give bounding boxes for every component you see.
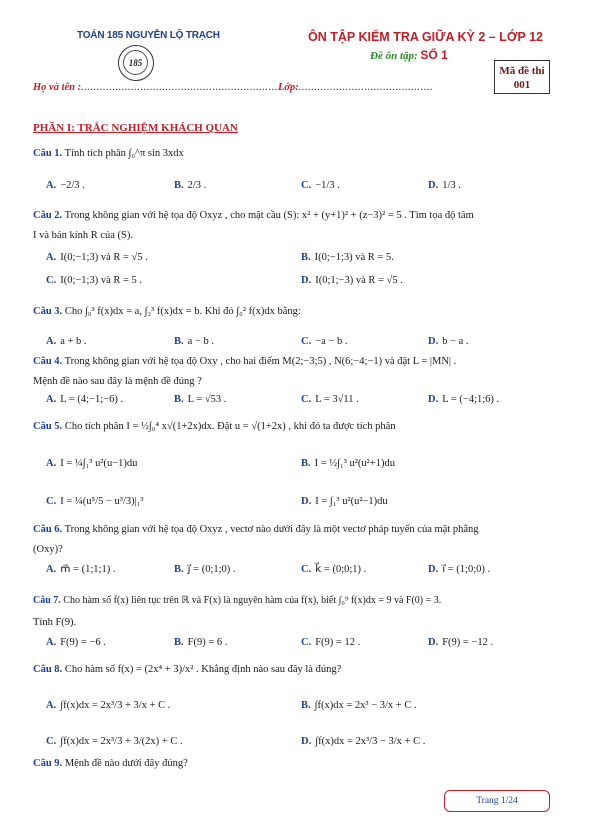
q3-option-a[interactable]: A. a + b . [46, 336, 87, 347]
q2-option-a[interactable]: A. I(0;−1;3) và R = √5 . [46, 252, 148, 263]
option-text: I = ¼∫₁³ u²(u−1)du [60, 458, 138, 469]
question-text: Mệnh đề nào dưới đây đúng? [64, 758, 188, 769]
question-text: Trong không gian với hệ tọa độ Oxy , cho hai điểm M(2;−3;5) , N(6;−4;−1) và đặt L = |MN| . [64, 356, 457, 367]
q2-option-d[interactable]: D. I(0;1;−3) và R = √5 . [301, 275, 403, 286]
q1-option-c[interactable]: C. −1/3 . [301, 180, 340, 191]
section-title: PHẦN I: TRẮC NGHIỆM KHÁCH QUAN [33, 122, 238, 134]
page-number: Trang 1/24 [444, 790, 550, 812]
q4-option-d[interactable]: D. L = (−4;1;6) . [428, 394, 500, 405]
question-6-cont: (Oxy)? [33, 544, 63, 555]
question-4-cont: Mệnh đề nào sau đây là mệnh đề đúng ? [33, 376, 202, 387]
exam-subtitle [370, 48, 448, 62]
option-text: 1/3 . [442, 180, 461, 191]
question-1 [33, 148, 184, 159]
question-label: Câu 8. [33, 664, 63, 675]
option-text: I = ¼(u⁵/5 − u³/3)|₁³ [60, 496, 144, 507]
q8-option-a[interactable]: A. ∫f(x)dx = 2x³/3 + 3/x + C . [46, 700, 171, 711]
q7-option-b[interactable]: B. F(9) = 6 . [174, 637, 228, 648]
question-label: Câu 6. [33, 524, 63, 535]
question-label: Câu 5. [33, 421, 63, 432]
option-text: ∫f(x)dx = 2x³/3 + 3/x + C . [60, 700, 171, 711]
option-text: L = √53 . [187, 394, 227, 405]
q5-option-d[interactable]: D. I = ∫₁³ u²(u²−1)du [301, 496, 388, 507]
option-text: I(0;−1;3) và R = 5. [314, 252, 394, 263]
q7-option-c[interactable]: C. F(9) = 12 . [301, 637, 361, 648]
q5-option-a[interactable]: A. I = ¼∫₁³ u²(u−1)du [46, 458, 138, 469]
student-info-line [33, 82, 433, 93]
q1-option-b[interactable]: B. 2/3 . [174, 180, 207, 191]
question-7 [33, 595, 441, 606]
exam-code-box [494, 60, 550, 94]
q6-option-d[interactable]: D. i⃗ = (1;0;0) . [428, 564, 491, 575]
option-text: F(9) = −12 . [442, 637, 494, 648]
question-text: Trong không gian với hệ tọa độ Oxyz , cho mặt cầu (S): x² + (y+1)² + (z−3)² = 5 . Tìm tọa độ tâm [64, 210, 474, 221]
option-text: I = ∫₁³ u²(u²−1)du [315, 496, 388, 507]
class-label: Lớp: [278, 82, 299, 93]
option-text: ∫f(x)dx = 2x³ − 3/x + C . [314, 700, 417, 711]
q5-option-c[interactable]: C. I = ¼(u⁵/5 − u³/3)|₁³ [46, 496, 144, 507]
q5-option-b[interactable]: B. I = ½∫₁³ u²(u²+1)du [301, 458, 395, 469]
q4-option-c[interactable]: C. L = 3√11 . [301, 394, 359, 405]
question-6 [33, 524, 479, 535]
option-text: I(0;1;−3) và R = √5 . [315, 275, 403, 286]
q8-option-c[interactable]: C. ∫f(x)dx = 2x³/3 + 3/(2x) + C . [46, 736, 183, 747]
q6-option-b[interactable]: B. j⃗ = (0;1;0) . [174, 564, 236, 575]
q8-option-d[interactable]: D. ∫f(x)dx = 2x³/3 − 3/x + C . [301, 736, 426, 747]
question-label: Câu 3. [33, 306, 63, 317]
option-text: 2/3 . [187, 180, 207, 191]
q6-option-c[interactable]: C. k⃗ = (0;0;1) . [301, 564, 367, 575]
option-text: −2/3 . [60, 180, 85, 191]
question-label: Câu 7. [33, 595, 61, 606]
school-name: TOÁN 185 NGUYỄN LỘ TRẠCH [77, 30, 220, 41]
question-2 [33, 210, 474, 221]
option-text: L = (−4;1;6) . [442, 394, 500, 405]
option-text: I(0;−1;3) và R = √5 . [60, 252, 148, 263]
logo-text: 185 [123, 50, 148, 75]
option-text: i⃗ = (1;0;0) . [442, 564, 491, 575]
class-field[interactable]: ........................................... [298, 82, 434, 93]
school-logo [118, 45, 154, 81]
question-5 [33, 421, 396, 432]
option-text: −a − b . [315, 336, 348, 347]
option-text: L = 3√11 . [315, 394, 359, 405]
q4-option-a[interactable]: A. L = (4;−1;−6) . [46, 394, 124, 405]
name-label: Họ và tên : [33, 82, 82, 93]
option-text: I = ½∫₁³ u²(u²+1)du [314, 458, 395, 469]
exam-title: ÔN TẬP KIỂM TRA GIỮA KỲ 2 – LỚP 12 [308, 30, 543, 44]
option-text: k⃗ = (0;0;1) . [315, 564, 367, 575]
question-9 [33, 758, 188, 769]
q3-option-c[interactable]: C. −a − b . [301, 336, 348, 347]
option-text: ∫f(x)dx = 2x³/3 + 3/(2x) + C . [60, 736, 183, 747]
q3-option-b[interactable]: B. a − b . [174, 336, 214, 347]
question-text: Tính tích phân [64, 148, 126, 159]
q2-option-c[interactable]: C. I(0;−1;3) và R = 5 . [46, 275, 143, 286]
q7-option-a[interactable]: A. F(9) = −6 . [46, 637, 106, 648]
option-text: I(0;−1;3) và R = 5 . [60, 275, 143, 286]
q1-option-d[interactable]: D. 1/3 . [428, 180, 461, 191]
question-text: Cho tích phân I = ½∫₀⁴ x√(1+2x)dx. Đặt u = √(1+2x) , khi đó ta được tích phân [64, 421, 396, 432]
question-3 [33, 306, 301, 317]
subtitle-label: Đề ôn tập: [370, 50, 418, 62]
exam-code-label: Mã đề thi [499, 65, 545, 77]
q6-option-a[interactable]: A. m⃗ = (1;1;1) . [46, 564, 116, 575]
option-text: j⃗ = (0;1;0) . [187, 564, 236, 575]
q4-option-b[interactable]: B. L = √53 . [174, 394, 227, 405]
question-label: Câu 4. [33, 356, 63, 367]
question-text: Cho hàm số f(x) liên tục trên ℝ và F(x) là nguyên hàm của f(x), biết ∫₀⁹ f(x)dx = 9 và F(0) = 3. [63, 595, 442, 606]
question-2-cont: I và bán kính R của (S). [33, 230, 134, 241]
option-text: F(9) = 12 . [315, 637, 361, 648]
question-label: Câu 2. [33, 210, 63, 221]
option-text: −1/3 . [315, 180, 340, 191]
question-8 [33, 664, 341, 675]
option-text: ∫f(x)dx = 2x³/3 − 3/x + C . [315, 736, 426, 747]
question-label: Câu 1. [33, 148, 63, 159]
question-7-cont: Tính F(9). [33, 617, 77, 628]
q8-option-b[interactable]: B. ∫f(x)dx = 2x³ − 3/x + C . [301, 700, 417, 711]
option-text: a − b . [187, 336, 214, 347]
question-text: Cho hàm số f(x) = (2x⁴ + 3)/x² . Khẳng định nào sau đây là đúng? [64, 664, 342, 675]
option-text: a + b . [60, 336, 87, 347]
name-field[interactable]: ............................................................... [81, 82, 278, 93]
question-label: Câu 9. [33, 758, 63, 769]
q1-option-a[interactable]: A. −2/3 . [46, 180, 85, 191]
option-text: b − a . [442, 336, 469, 347]
subtitle-number: SỐ 1 [420, 48, 448, 62]
question-expr: ∫₀^π sin 3xdx [128, 148, 184, 159]
question-text: Cho ∫₀³ f(x)dx = a, ∫₂³ f(x)dx = b. Khi đó ∫₀² f(x)dx bằng: [64, 306, 301, 317]
question-4 [33, 356, 456, 367]
exam-code-value: 001 [513, 79, 531, 91]
option-text: m⃗ = (1;1;1) . [60, 564, 116, 575]
question-text: Trong không gian với hệ tọa độ Oxyz , vectơ nào dưới đây là một vectơ pháp tuyến của mặt phẳng [64, 524, 479, 535]
q7-option-d[interactable]: D. F(9) = −12 . [428, 637, 494, 648]
q3-option-d[interactable]: D. b − a . [428, 336, 469, 347]
option-text: F(9) = −6 . [60, 637, 106, 648]
option-text: F(9) = 6 . [187, 637, 228, 648]
q2-option-b[interactable]: B. I(0;−1;3) và R = 5. [301, 252, 394, 263]
option-text: L = (4;−1;−6) . [60, 394, 124, 405]
